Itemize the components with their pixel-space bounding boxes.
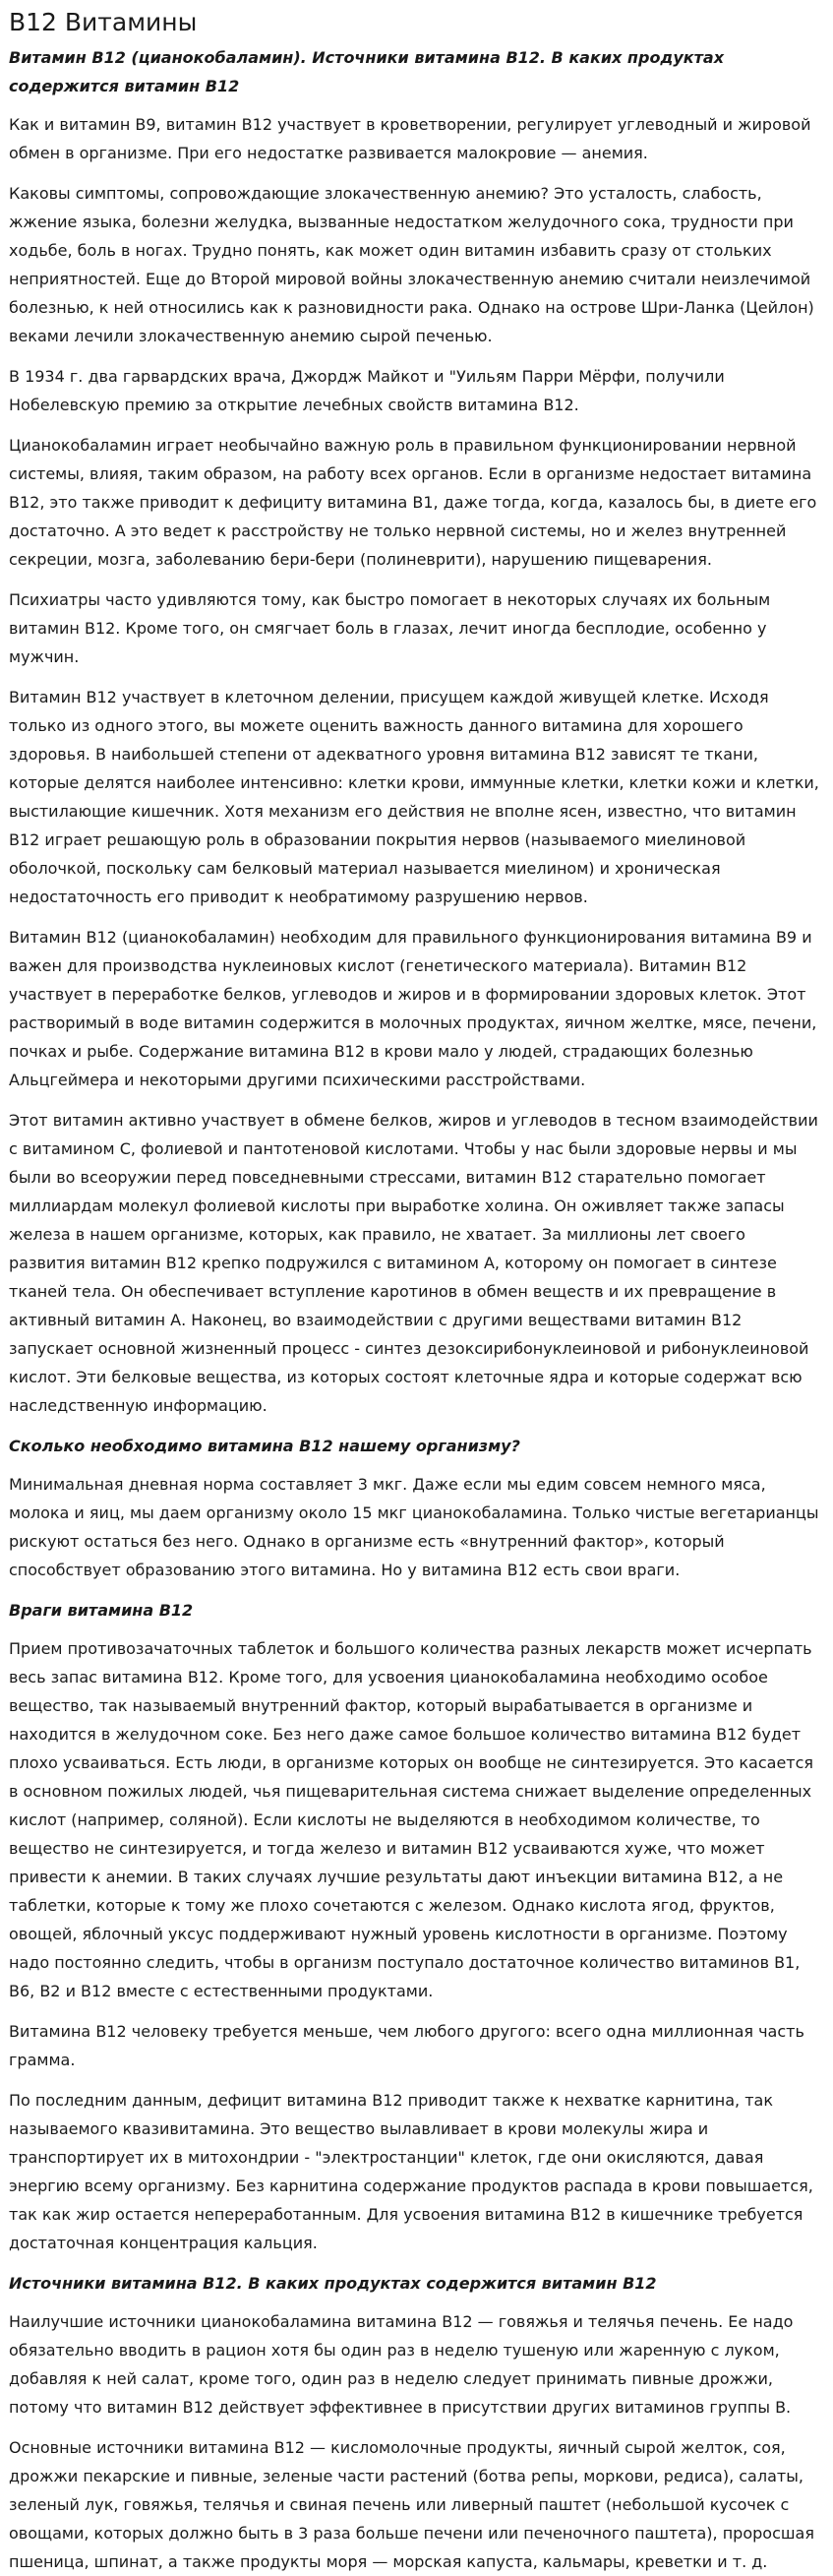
- paragraph: Каковы симптомы, сопровождающие злокачественную анемию? Это усталость, слабость, жжение языка, болезни желудка, вызванные недостатком желудочного сока, трудности при ходьбе, боль в ногах. Трудно понять, как может один витамин избавить сразу от стольких неприятностей. Еще до Второй мировой войны злокачественную анемию считали неизлечимой болезнью, к ней относились как к разновидности рака. Однако на острове Шри-Ланка (Цейлон) веками лечили злокачественную анемию сырой печенью.: [9, 184, 814, 345]
- paragraph: Психиатры часто удивляются тому, как быстро помогает в некоторых случаях их больным витамин В12. Кроме того, он смягчает боль в глазах, лечит иногда бесплодие, особенно у мужчин.: [9, 590, 771, 666]
- paragraph: Этот витамин активно участвует в обмене белков, жиров и углеводов в тесном взаимодействии с витамином С, фолиевой и пантотеновой кислотами. Чтобы у нас были здоровые нервы и мы были во всеоружии перед повседневными стрессами, витамин В12 старательно помогает миллиардам молекул фолиевой кислоты при выработке холина. Он оживляет также запасы железа в нашем организме, которых, как правило, не хватает. За миллионы лет своего развития витамин В12 крепко подружился с витамином А, которому он помогает в синтезе тканей тела. Он обеспечивает вступление каротинов в обмен веществ и их превращение в активный витамин А. Наконец, во взаимодействии с другими веществами витамин В12 запускает основной жизненный процесс - синтез дезоксирибонуклеиновой и рибонуклеиновой кислот. Эти белковые вещества, из которых состоят клеточные ядра и которые содержат всю наследственную информацию.: [9, 1111, 818, 1415]
- paragraph: Витамина В12 человеку требуется меньше, чем любого другого: всего одна миллионная часть грамма.: [9, 2022, 804, 2069]
- paragraph: Наилучшие источники цианокобаламина витамина В12 — говяжья и телячья печень. Ее надо обязательно вводить в рацион хотя бы один раз в неделю тушеную или жаренную с луком, добавляя к ней салат, кроме того, один раз в неделю следует принимать пивные дрожжи, потому что витамин В12 действует эффективнее в присутствии других витаминов группы В.: [9, 2312, 794, 2417]
- page-title: B12 Витамины: [9, 8, 198, 36]
- paragraph: Витамин В12 (цианокобаламин) необходим для правильного функционирования витамина В9 и важен для производства нуклеиновых кислот (генетического материала). Витамин В12 участвует в переработке белков, углеводов и жиров и в формировании здоровых клеток. Этот растворимый в воде витамин содержится в молочных продуктах, яичном желтке, мясе, печени, почках и рыбе. Содержание витамина В12 в крови мало у людей, страдающих болезнью Альцгеймера и некоторыми другими психическими расстройствами.: [9, 928, 817, 1089]
- paragraph: По последним данным, дефицит витамина В12 приводит также к нехватке карнитина, так называемого квазивитамина. Это вещество вылавливает в крови молекулы жира и транспортирует их в митохондрии - "электростанции" клеток, где они окисляются, давая энергию всему организму. Без карнитина содержание продуктов распада в крови повышается, так как жир остается непереработанным. Для усвоения витамина В12 в кишечнике требуется достаточная концентрация кальция.: [9, 2091, 813, 2252]
- paragraph: Прием противозачаточных таблеток и большого количества разных лекарств может исчерпать весь запас витамина В12. Кроме того, для усвоения цианокобаламина необходимо особое вещество, так называемый внутренний фактор, который вырабатывается в организме и находится в желудочном соке. Без него даже самое большое количество витамина В12 будет плохо усваиваться. Есть люди, в организме которых он вообще не синтезируется. Это касается в основном пожилых людей, чья пищеварительная система снижает выделение определенных кислот (например, соляной). Если кислоты не выделяются в необходимом количестве, то вещество не синтезируется, и тогда железо и витамин В12 усваиваются хуже, что может привести к анемии. В таких случаях лучшие результаты дают инъекции витамина В12, а не таблетки, которые к тому же плохо сочетаются с железом. Однако кислота ягод, фруктов, овощей, яблочный уксус поддерживают нужный уровень кислотности в организме. Поэтому надо постоянно следить, чтобы в организм поступало достаточное количество витаминов В1, В6, В2 и В12 вместе с естественными продуктами.: [9, 1639, 814, 2000]
- paragraph: Как и витамин В9, витамин В12 участвует в кроветворении, регулирует углеводный и жировой обмен в организме. При его недостатке развивается малокровие — анемия.: [9, 115, 811, 162]
- section-heading-intro: Витамин B12 (цианокобаламин). Источники витамина B12. В каких продуктах содержится витамин В12: [9, 48, 725, 95]
- paragraph: Витамин В12 участвует в клеточном делении, присущем каждой живущей клетке. Исходя только из одного этого, вы можете оценить важность данного витамина для хорошего здоровья. В наибольшей степени от адекватного уровня витамина В12 зависят те ткани, которые делятся наиболее интенсивно: клетки крови, иммунные клетки, клетки кожи и клетки, выстилающие кишечник. Хотя механизм его действия не вполне ясен, известно, что витамин В12 играет решающую роль в образовании покрытия нервов (называемого миелиновой оболочкой, поскольку сам белковый материал называется миелином) и хроническая недостаточность его приводит к необратимому разрушению нервов.: [9, 688, 819, 906]
- section-heading-sources: Источники витамина B12. В каких продуктах содержится витамин В12: [9, 2274, 657, 2293]
- paragraph: Основные источники витамина В12 — кисломолочные продукты, яичный сырой желток, соя, дрожжи пекарские и пивные, зеленые части растений (ботва репы, моркови, редиса), салаты, зеленый лук, говяжья, телячья и свиная печень или ливерный паштет (небольшой кусочек с овощами, которых должно быть в 3 раза больше печени или печеночного паштета), проросшая пшеница, шпинат, а также продукты моря — морская капуста, кальмары, креветки и т. д.: [9, 2438, 814, 2571]
- section-heading-how-much: Сколько необходимо витамина В12 нашему организму?: [9, 1437, 520, 1455]
- paragraph: Цианокобаламин играет необычайно важную роль в правильном функционировании нервной системы, влияя, таким образом, на работу всех органов. Если в организме недостает витамина В12, это также приводит к дефициту витамина В1, даже тогда, когда, казалось бы, в диете его достаточно. А это ведет к расстройству не только нервной системы, но и желез внутренней секреции, мозга, заболеванию бери-бери (полиневрити), нарушению пищеварения.: [9, 436, 817, 569]
- paragraph: Минимальная дневная норма составляет 3 мкг. Даже если мы едим совсем немного мяса, молока и яиц, мы даем организму около 15 мкг цианокобаламина. Только чистые вегетарианцы рискуют остаться без него. Однако в организме есть «внутренний фактор», который способствует образованию этого витамина. Но у витамина В12 есть свои враги.: [9, 1475, 819, 1579]
- paragraph: В 1934 г. два гарвардских врача, Джордж Майкот и "Уильям Парри Мёрфи, получили Нобелевскую премию за открытие лечебных свойств витамина В12.: [9, 367, 725, 414]
- section-heading-enemies: Враги витамина В12: [9, 1601, 194, 1620]
